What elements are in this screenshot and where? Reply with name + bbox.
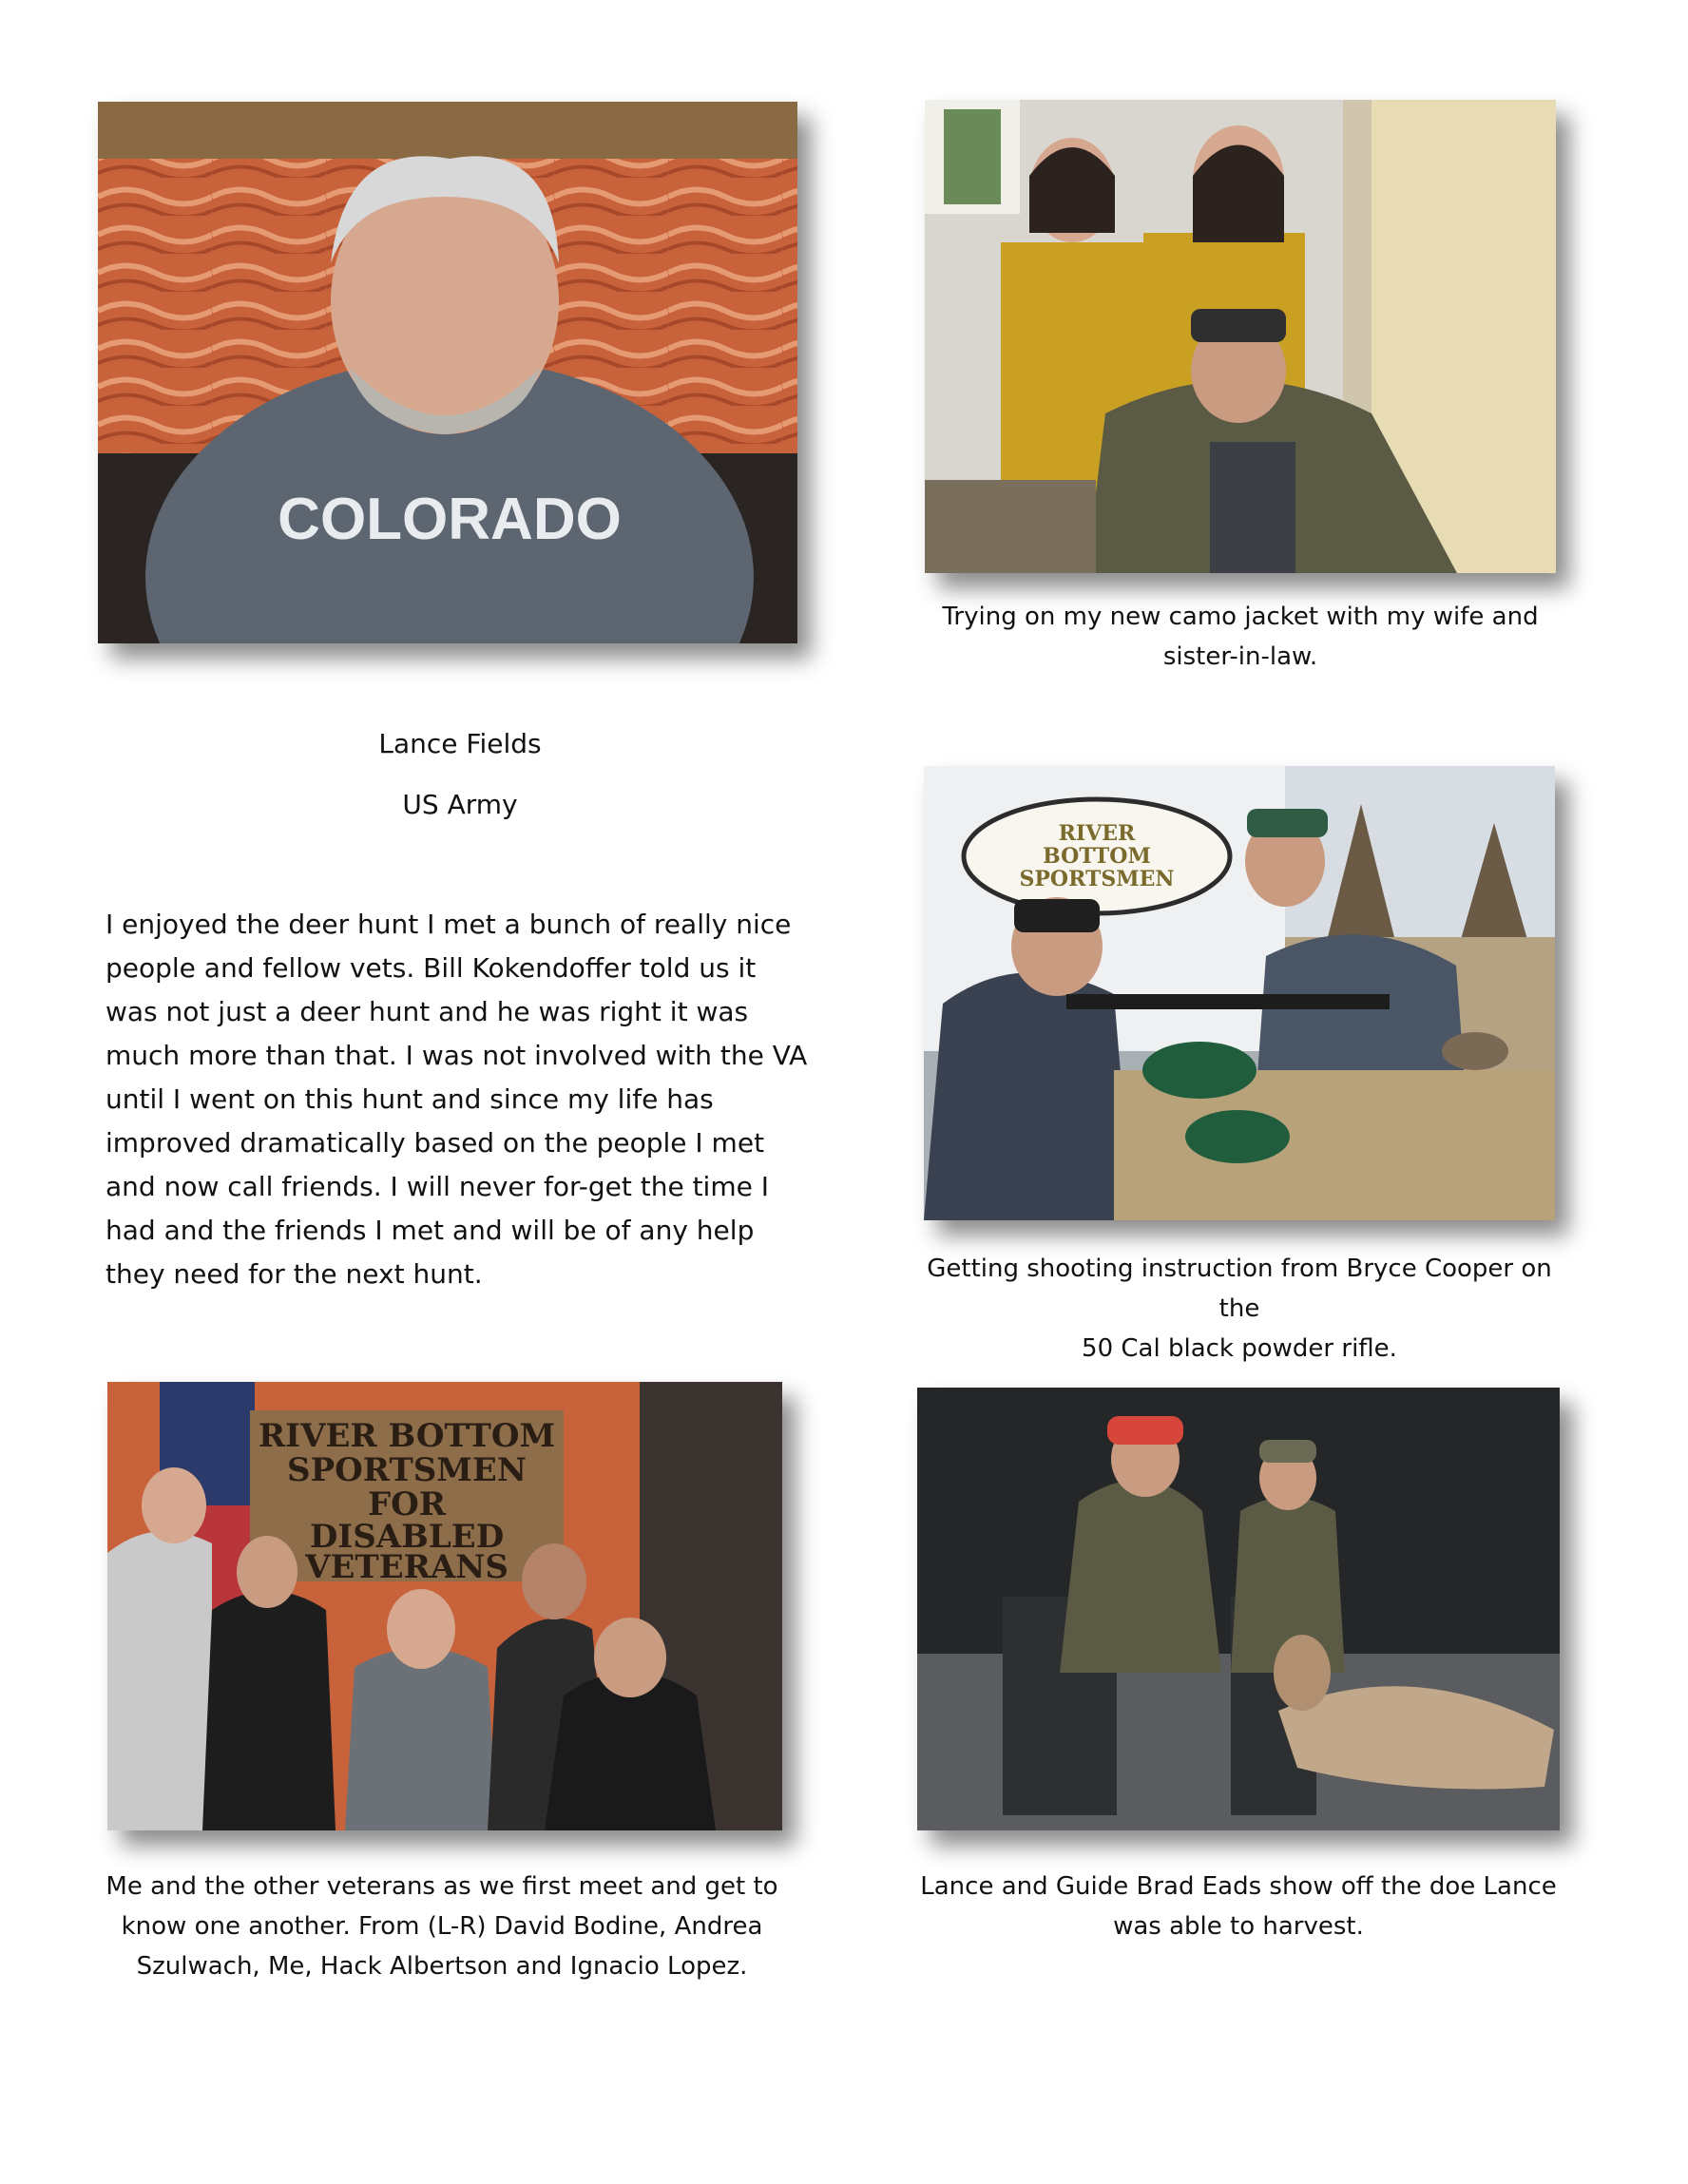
- sign-text: RIVER BOTTOM: [258, 1417, 556, 1455]
- caption-group: [105, 1867, 779, 1986]
- caption-line: Me and the other veterans as we first meet and get to: [106, 1872, 778, 1901]
- sign-text: FOR: [367, 1485, 447, 1523]
- portrait-shirt-text: COLORADO: [278, 487, 622, 552]
- caption-line: Szulwach, Me, Hack Albertson and Ignacio Lopez.: [136, 1952, 748, 1981]
- photo-doe: [917, 1388, 1560, 1830]
- caption-shooting: [924, 1249, 1555, 1369]
- caption-line: 50 Cal black powder rifle.: [1082, 1334, 1397, 1363]
- photo-group: [107, 1382, 782, 1830]
- caption-line: was able to harvest.: [1113, 1912, 1364, 1941]
- veteran-name: Lance Fields: [378, 728, 542, 759]
- photo-camo-jacket: [925, 100, 1556, 573]
- caption-line: sister-in-law.: [1162, 642, 1318, 671]
- sign-text: DISABLED: [309, 1518, 505, 1556]
- caption-camo-jacket: [925, 597, 1556, 677]
- caption-line: know one another. From (L-R) David Bodine, Andrea: [121, 1912, 763, 1941]
- sign-text: BOTTOM: [1043, 844, 1151, 869]
- photo-shooting: [924, 766, 1555, 1220]
- sign-text: RIVER: [1058, 821, 1136, 846]
- caption-line: Getting shooting instruction from Bryce Cooper on the: [927, 1255, 1552, 1323]
- sign-text: SPORTSMEN: [287, 1451, 527, 1489]
- caption-line: Lance and Guide Brad Eads show off the doe Lance: [920, 1872, 1557, 1901]
- sign-text: VETERANS: [305, 1548, 508, 1586]
- caption-line: Trying on my new camo jacket with my wife and: [942, 603, 1539, 631]
- photo-portrait: [98, 102, 797, 643]
- story-paragraph: I enjoyed the deer hunt I met a bunch of really nice people and fellow vets. Bill Kokendoffer told us it was not just a deer hunt and he was right it was much more than that. I was not involved with the VA until I went on this hunt and since my life has improved dramatically based on the people I met and now call friends. I will never for-get the time I had and the friends I met and will be of any help they need for the next hunt.: [106, 909, 808, 1290]
- caption-doe: [917, 1867, 1560, 1946]
- sign-text: SPORTSMEN: [1019, 867, 1175, 891]
- veteran-branch: US Army: [402, 789, 518, 820]
